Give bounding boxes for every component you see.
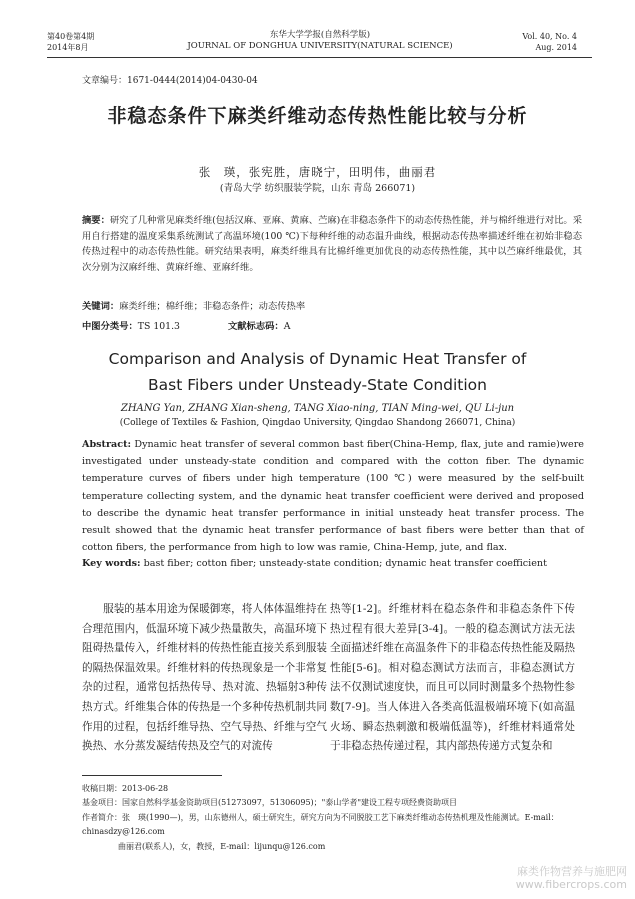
title-en-line1: Comparison and Analysis of Dynamic Heat Transfer of <box>108 350 527 368</box>
fund-info: 基金项目：国家自然科学基金资助项目(51273097，51306095)；"泰山学者"建设工程专项经费资助项目 <box>82 798 458 808</box>
volume-issue: 第40卷第4期 <box>47 32 95 41</box>
journal-issue-info <box>47 31 94 53</box>
keywords-cn-text: 麻类纤维；棉纤维；非稳态条件；动态传热率 <box>119 301 306 312</box>
affiliation-en: (College of Textiles & Fashion, Qingdao University, Qingdao Shandong 266071, China) <box>119 418 516 428</box>
footnote-divider <box>82 775 222 776</box>
corresponding-author: 曲丽君(联系人)，女，教授，E-mail：lijunqu@126.com <box>118 841 326 851</box>
abstract-cn <box>82 213 582 275</box>
keywords-en-text: bast fiber; cotton fiber; unsteady-state condition; dynamic heat transfer coefficient <box>143 558 547 569</box>
keywords-cn <box>82 300 582 314</box>
keywords-en <box>82 558 584 569</box>
doc-code-label: 文献标志码： <box>227 321 284 332</box>
abstract-cn-label: 摘要： <box>82 215 110 226</box>
journal-vol-info <box>522 31 577 53</box>
footnotes <box>82 782 587 854</box>
body-column-right <box>330 600 575 757</box>
doc-code-value: A <box>283 321 291 332</box>
clc-value: TS 101.3 <box>137 321 180 332</box>
clc-label: 中图分类号： <box>82 321 138 332</box>
body-left-text: 服装的基本用途为保暖御寒，将人体体温维持在合理范围内，低温环境下减少热量散失，高温环境下阻碍热量传入，纤维材料的传热性能直接关系到服装的隔热保温效果。纤维材料的传热现象是一个非常复杂的过程，通常包括热传导、热对流、热辐射3种传热方式。纤维集合体的传热是一个多种传热机制共同作用的过程，包括纤维导热、空气导热、纤维与空气换热、水分蒸发凝结传热及空气的对流传 <box>82 603 327 753</box>
keywords-en-label: Key words: <box>82 558 141 569</box>
watermark-line1: 麻类作物营养与施肥网 <box>517 865 627 878</box>
keywords-cn-label: 关键词： <box>82 301 120 312</box>
watermark <box>516 865 627 891</box>
journal-name <box>170 30 470 52</box>
title-en-line2: Bast Fibers under Unsteady-State Condition <box>148 376 487 394</box>
journal-name-cn: 东华大学学报(自然科学版) <box>269 30 371 40</box>
journal-name-en: JOURNAL OF DONGHUA UNIVERSITY(NATURAL SCIENCE) <box>187 41 453 51</box>
authors-cn: 张 瑛，张宪胜，唐晓宁，田明伟，曲丽君 <box>198 165 437 179</box>
affiliation-cn: (青岛大学 纺织服装学院，山东 青岛 266071) <box>219 183 416 194</box>
abstract-cn-text: 研究了几种常见麻类纤维(包括汉麻、亚麻、黄麻、苎麻)在非稳态条件下的动态传热性能，并与棉纤维进行对比。采用自行搭建的温度采集系统测试了高温环境(100 ℃)下每种纤维的动态温升曲线，根据动态传热率描述纤维在初始非稳态传热过程中的动态传热性能。研究结果表明，麻类纤维具有比棉纤维更加优良的动态传热性能，其中以苎麻纤维最优，其次分别为汉麻纤维、黄麻纤维、亚麻纤维。 <box>82 215 583 273</box>
classification <box>82 318 290 332</box>
body-right-text: 热等[1-2]。纤维材料在稳态条件和非稳态条件下传热过程有很大差异[3-4]。一般的稳态测试方法无法全面描述纤维在高温条件下的非稳态传热性能及隔热性能[5-6]。相对稳态测试方法而言，非稳态测试方法不仅测试速度快，而且可以同时测量多个热物性参数[7-9]。当人体进入各类高低温极端环境下(如高温火场、瞬态热刺激和极端低温等)，纤维材料通常处于非稳态热传递过程，其内部热传递方式复杂和 <box>330 603 575 753</box>
vol-date: Aug. 2014 <box>535 43 577 52</box>
watermark-line2: www.fibercrops.com <box>515 878 627 891</box>
article-number: 文章编号：1671-0444(2014)04-0430-04 <box>82 76 258 86</box>
issue-date: 2014年8月 <box>47 43 89 52</box>
authors-en: ZHANG Yan, ZHANG Xian-sheng, TANG Xiao-ning, TIAN Ming-wei, QU Li-jun <box>120 403 515 414</box>
abstract-en <box>82 436 584 556</box>
body-column-left <box>82 600 327 757</box>
vol-no: Vol. 40, No. 4 <box>522 32 577 41</box>
author-bio: 作者简介：张 瑛(1990—)，男，山东德州人，硕士研究生，研究方向为不同脱胶工艺下麻类纤维动态传热机理及性能测试。E-mail：chinasdzy@126.com <box>82 812 559 837</box>
received-date: 收稿日期：2013-06-28 <box>82 784 169 793</box>
abstract-en-label: Abstract: <box>82 439 132 450</box>
title-en <box>0 346 635 398</box>
abstract-en-text: Dynamic heat transfer of several common bast fiber(China-Hemp, flax, jute and ramie)were investigated under unsteady-state condition and compared with the cotton fiber. The dynamic temperature curves of fibers under high temperature (100 ℃) were measured by the self-built temperature collecting system, and the dynamic heat transfer coefficient were derived and proposed to describe the dynamic heat transfer performance in initial unsteady heat transfer process. The result showed that the dynamic heat transfer performance of bast fibers were better than that of cotton fibers, the performance from high to low was ramie, China-Hemp, jute, and flax. <box>82 439 584 554</box>
header-divider <box>47 57 592 58</box>
title-cn: 非稳态条件下麻类纤维动态传热性能比较与分析 <box>107 105 528 127</box>
